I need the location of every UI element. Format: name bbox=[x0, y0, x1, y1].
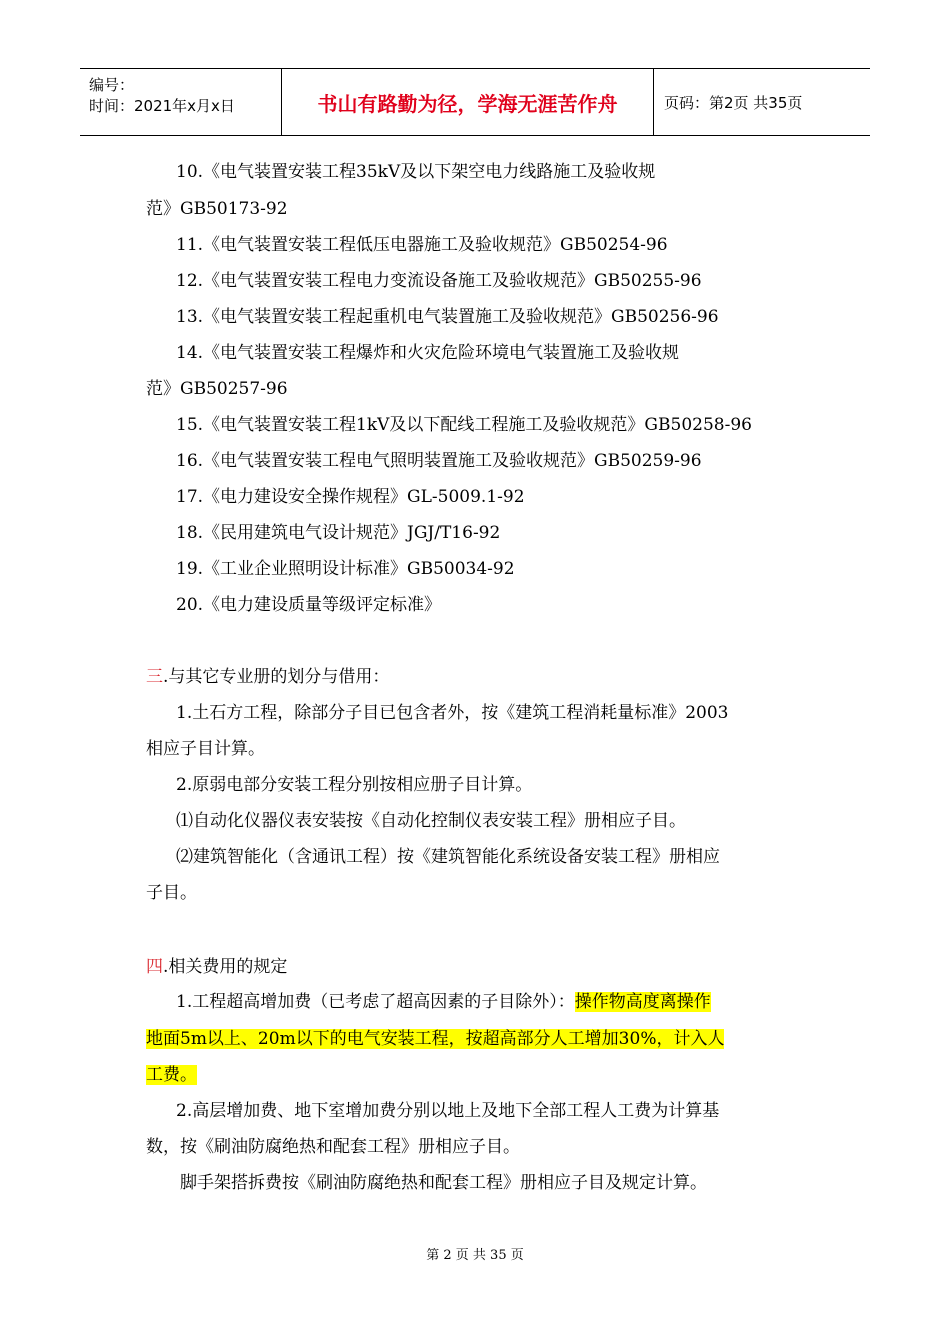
number-label: 编号： bbox=[89, 76, 135, 94]
section3-line: ⑴自动化仪器仪表安装按《自动化控制仪表安装工程》册相应子目。 bbox=[176, 811, 686, 831]
section4-number: 四 bbox=[146, 957, 163, 977]
section3-line: ⑵建筑智能化（含通讯工程）按《建筑智能化系统设备安装工程》册相应 bbox=[176, 847, 720, 867]
section3-line: 2.原弱电部分安装工程分别按相应册子目计算。 bbox=[176, 775, 533, 795]
section4-item1-line1 bbox=[176, 990, 711, 1014]
highlighted-text: 操作物高度离操作 bbox=[574, 992, 711, 1012]
section3-line: 子目。 bbox=[146, 883, 197, 903]
standard-item-cont: 范》GB50173-92 bbox=[146, 199, 288, 219]
section4-item2-line1: 2.高层增加费、地下室增加费分别以地上及地下全部工程人工费为计算基 bbox=[176, 1101, 720, 1121]
standard-item: 19.《工业企业照明设计标准》GB50034-92 bbox=[176, 559, 515, 579]
section3-heading bbox=[146, 665, 389, 689]
section4-title: .相关费用的规定 bbox=[163, 957, 288, 977]
section4-heading bbox=[146, 955, 287, 979]
highlighted-text: 地面5m以上、20m以下的电气安装工程，按超高部分人工增加30%，计入人 bbox=[146, 1029, 725, 1049]
standard-item: 13.《电气装置安装工程起重机电气装置施工及验收规范》GB50256-96 bbox=[176, 307, 719, 327]
header-meta bbox=[80, 69, 281, 135]
standard-item: 15.《电气装置安装工程1kV及以下配线工程施工及验收规范》GB50258-96 bbox=[176, 415, 752, 435]
section3-title: .与其它专业册的划分与借用： bbox=[163, 667, 390, 687]
section3-line: 1.土石方工程，除部分子目已包含者外，按《建筑工程消耗量标准》2003 bbox=[176, 703, 729, 723]
standard-item: 20.《电力建设质量等级评定标准》 bbox=[176, 595, 442, 615]
standard-item: 11.《电气装置安装工程低压电器施工及验收规范》GB50254-96 bbox=[176, 235, 668, 255]
standard-item: 10.《电气装置安装工程35kV及以下架空电力线路施工及验收规 bbox=[176, 162, 656, 182]
standard-item: 16.《电气装置安装工程电气照明装置施工及验收规范》GB50259-96 bbox=[176, 451, 702, 471]
section4-item1-prefix: 1.工程超高增加费（已考虑了超高因素的子目除外）： bbox=[176, 992, 575, 1012]
header-page-info: 页码：第2页 共35页 bbox=[664, 93, 803, 112]
section4-item1-line3 bbox=[146, 1063, 197, 1087]
section3-line: 相应子目计算。 bbox=[146, 739, 265, 759]
standard-item: 14.《电气装置安装工程爆炸和火灾危险环境电气装置施工及验收规 bbox=[176, 343, 680, 363]
standard-item: 12.《电气装置安装工程电力变流设备施工及验收规范》GB50255-96 bbox=[176, 271, 702, 291]
page-footer: 第 2 页 共 35 页 bbox=[426, 1248, 524, 1263]
section3-number: 三 bbox=[146, 667, 163, 687]
section4-item2-line2: 数，按《刷油防腐绝热和配套工程》册相应子目。 bbox=[146, 1137, 520, 1157]
highlighted-text: 工费。 bbox=[146, 1065, 197, 1085]
header-motto: 书山有路勤为径，学海无涯苦作舟 bbox=[281, 69, 654, 135]
standard-item-cont: 范》GB50257-96 bbox=[146, 379, 288, 399]
date-label: 时间：2021年x月x日 bbox=[89, 97, 235, 115]
standard-item: 17.《电力建设安全操作规程》GL-5009.1-92 bbox=[176, 487, 525, 507]
page-header bbox=[80, 68, 870, 136]
section4-item1-line2 bbox=[146, 1027, 724, 1051]
standard-item: 18.《民用建筑电气设计规范》JGJ/T16-92 bbox=[176, 523, 501, 543]
section4-item3: 脚手架搭拆费按《刷油防腐绝热和配套工程》册相应子目及规定计算。 bbox=[180, 1173, 707, 1193]
